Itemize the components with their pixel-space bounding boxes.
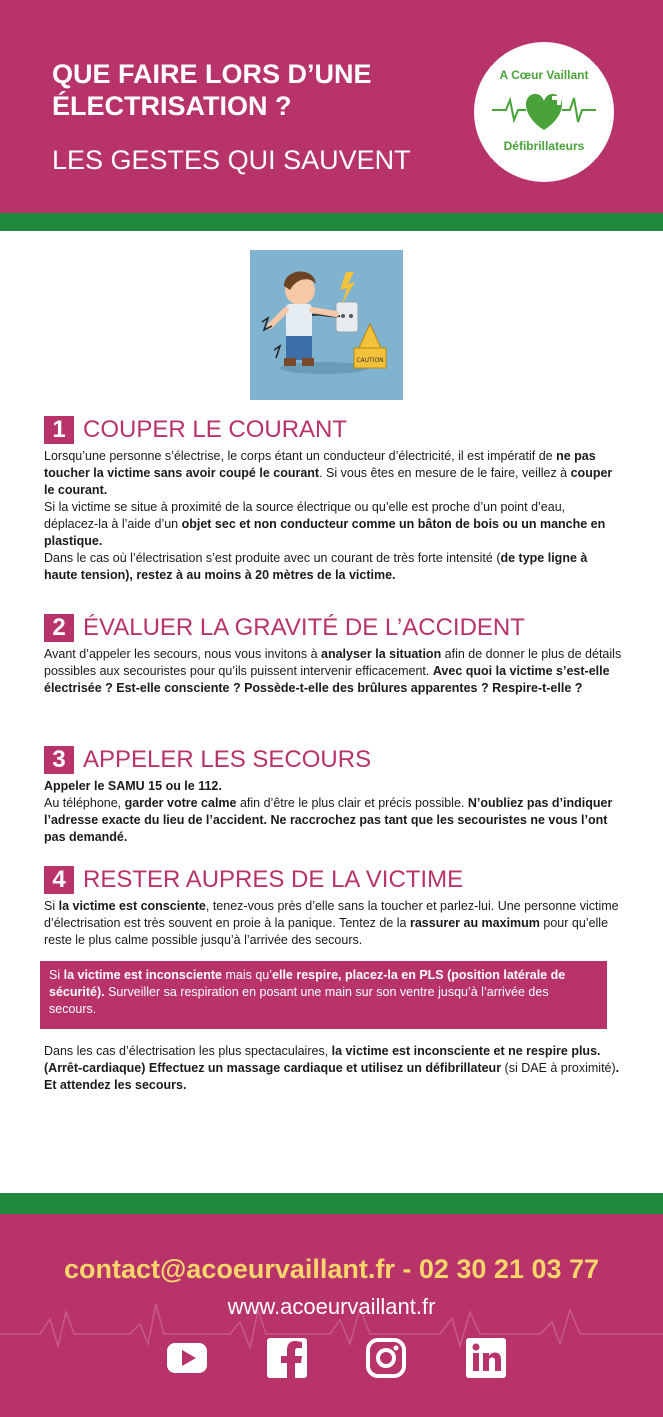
electrocution-illustration	[250, 250, 403, 400]
section-appeler-secours	[44, 744, 622, 846]
section-couper-courant	[44, 414, 622, 584]
brand-logo[interactable]	[474, 42, 614, 182]
linkedin-icon[interactable]	[464, 1336, 508, 1380]
section-body: Appeler le SAMU 15 ou le 112. Au téléphone, garder votre calme afin d’être le plus clair et précis possible. N’oubliez pas d’indiquer l’adresse exacte du lieu de l’accident. Ne raccrochez pas tant que les secouristes ne vous l’ont pas demandé.	[44, 779, 613, 844]
contact-line[interactable]: contact@acoeurvaillant.fr - 02 30 21 03 77	[63, 1254, 600, 1284]
section-title: COUPER LE COURANT	[83, 416, 348, 443]
youtube-icon[interactable]	[165, 1336, 209, 1380]
section-title: ÉVALUER LA GRAVITÉ DE L’ACCIDENT	[83, 614, 525, 641]
caution-sign-text: CAUTION	[356, 357, 384, 364]
green-divider-bottom	[0, 1193, 663, 1214]
section-number: 4	[44, 866, 74, 894]
heart-ecg-icon	[492, 86, 596, 134]
section-number: 2	[44, 614, 74, 642]
section-header	[44, 744, 622, 776]
instagram-icon[interactable]	[364, 1336, 408, 1380]
section-body: Lorsqu’une personne s’électrise, le corps étant un conducteur d’électricité, il est impératif de ne pas toucher la victime sans avoir coupé le courant. Si vous êtes en mesure de le faire, veillez à couper le courant. Si la victime se situe à proximité de la source électrique ou qu’elle est proche d’un point d’eau, déplacez-la à l’aide d’un objet sec et non conducteur comme un bâton de bois ou un manche en plastique. Dans le cas où l’électrisation s’est produite avec un courant de très forte intensité (de type ligne à haute tension), restez à au moins à 20 mètres de la victime.	[44, 449, 613, 582]
section-title: RESTER AUPRES DE LA VICTIME	[83, 866, 464, 893]
section-header	[44, 414, 622, 446]
section-header	[44, 864, 622, 896]
header	[0, 0, 663, 213]
page-subtitle: LES GESTES QUI SAUVENT	[52, 145, 411, 175]
section-body: Si la victime est consciente, tenez-vous près d’elle sans la toucher et parlez-lui. Une personne victime d’électrisation est très souvent en proie à la panique. Tentez de la rassurer au maximum pour qu’elle reste le plus calme possible jusqu’à l’arrivée des secours.	[44, 899, 619, 947]
section-header	[44, 612, 622, 644]
section-title: APPELER LES SECOURS	[83, 746, 372, 773]
section-body: Avant d’appeler les secours, nous vous invitons à analyser la situation afin de donner le plus de détails possibles aux secouristes pour qu’ils puissent intervenir efficacement. Avec quoi la victime s’est-elle électrisée ? Est-elle consciente ? Possède-t-elle des brûlures apparentes ? Respire-t-elle ?	[44, 647, 622, 695]
logo-bottom-text: Défibrillateurs	[503, 139, 585, 153]
closing-paragraph: Dans les cas d’électrisation les plus spectaculaires, la victime est inconsciente et ne respire plus. (Arrêt-cardiaque) Effectuez un massage cardiaque et utilisez un défibrillateur (si DAE à proximité). Et attendez les secours.	[44, 1044, 620, 1092]
green-divider-top	[0, 213, 663, 231]
section-number: 3	[44, 746, 74, 774]
footer	[0, 1214, 663, 1417]
page-title: QUE FAIRE LORS D’UNE ÉLECTRISATION ?	[52, 59, 372, 121]
section-rester-victime	[44, 864, 622, 949]
section-evaluer-gravite	[44, 612, 622, 697]
pls-callout: Si la victime est inconsciente mais qu’elle respire, placez-la en PLS (position latérale de sécurité). Surveiller sa respiration en posant une main sur son ventre jusqu’à l’arrivée des secours.	[40, 961, 607, 1029]
website-link[interactable]: www.acoeurvaillant.fr	[227, 1294, 436, 1319]
facebook-icon[interactable]	[265, 1336, 309, 1380]
logo-top-text: A Cœur Vaillant	[499, 68, 589, 82]
section-number: 1	[44, 416, 74, 444]
